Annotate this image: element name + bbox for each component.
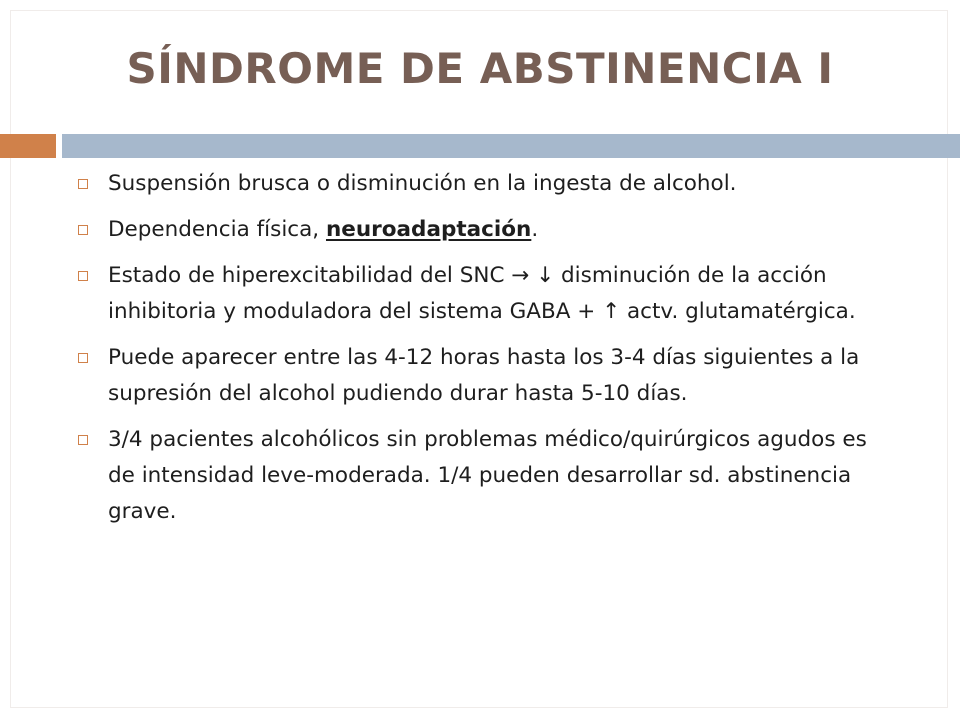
hollow-square-icon xyxy=(78,271,88,281)
bullet-text: Suspensión brusca o disminución en la ingesta de alcohol. xyxy=(108,171,737,196)
accent-bar xyxy=(0,134,56,158)
bullet-list xyxy=(70,166,900,540)
bullet-item-1 xyxy=(70,166,900,202)
bullet-emphasis: neuroadaptación xyxy=(325,217,532,242)
bullet-text-post: . xyxy=(531,217,539,242)
hollow-square-icon xyxy=(78,435,88,445)
bullet-text: Estado de hiperexcitabilidad del SNC → ↓ disminución de la acción inhibitoria y moduladora del sistema GABA + ↑ actv. glutamatérgica. xyxy=(108,263,856,324)
hollow-square-icon xyxy=(78,353,88,363)
bullet-text: 3/4 pacientes alcohólicos sin problemas médico/quirúrgicos agudos es de intensidad leve-moderada. 1/4 pueden desarrollar sd. abstinencia grave. xyxy=(108,427,867,524)
bullet-item-4 xyxy=(70,340,900,412)
hollow-square-icon xyxy=(78,179,88,189)
hollow-square-icon xyxy=(78,225,88,235)
bullet-text: Puede aparecer entre las 4-12 horas hasta los 3-4 días siguientes a la supresión del alcohol pudiendo durar hasta 5-10 días. xyxy=(108,345,860,406)
bullet-text-pre: Dependencia física, xyxy=(108,217,326,242)
bullet-item-5 xyxy=(70,422,900,530)
bullet-item-3 xyxy=(70,258,900,330)
title-underline-bar xyxy=(62,134,960,158)
bullet-item-2 xyxy=(70,212,900,248)
slide-title: SÍNDROME DE ABSTINENCIA I xyxy=(126,44,834,93)
